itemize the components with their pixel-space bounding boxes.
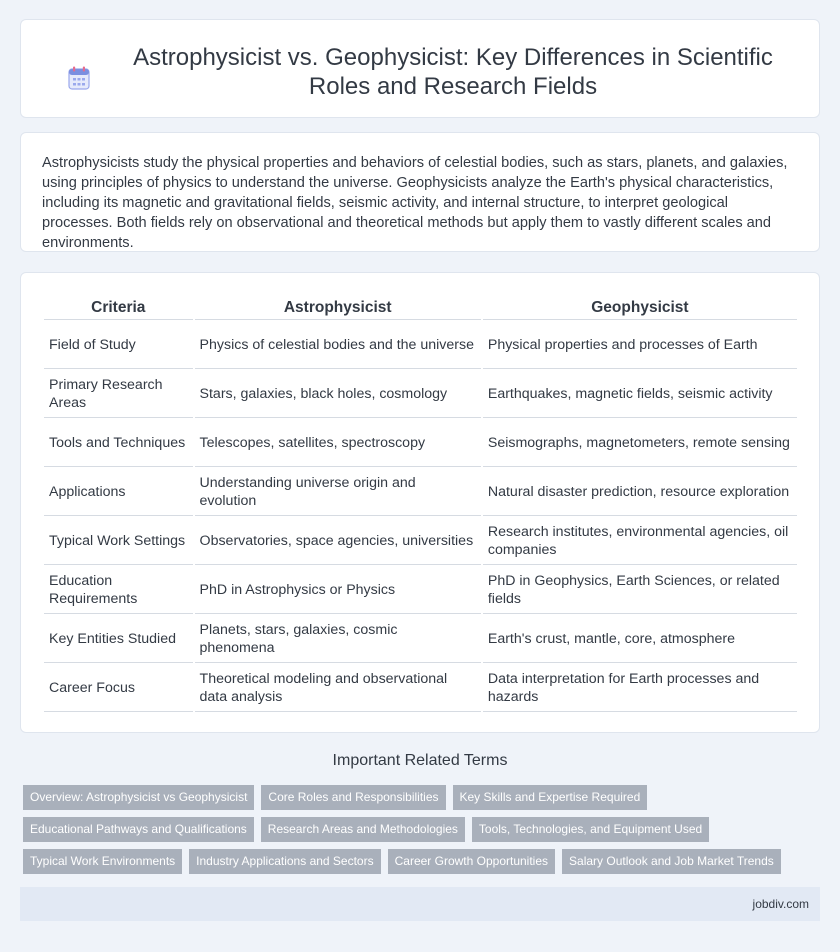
geophysicist-cell: Research institutes, environmental agencies, oil companies [483, 518, 797, 565]
related-term-tag[interactable]: Salary Outlook and Job Market Trends [562, 849, 781, 874]
geophysicist-cell: PhD in Geophysics, Earth Sciences, or related fields [483, 567, 797, 614]
table-row [44, 616, 797, 663]
criteria-cell: Typical Work Settings [44, 518, 193, 565]
criteria-cell: Education Requirements [44, 567, 193, 614]
related-term-tag[interactable]: Tools, Technologies, and Equipment Used [472, 817, 709, 842]
related-term-tag[interactable]: Industry Applications and Sectors [189, 849, 380, 874]
related-term-tag[interactable]: Core Roles and Responsibilities [261, 785, 445, 810]
comparison-card [20, 272, 820, 733]
astrophysicist-cell: Theoretical modeling and observational data analysis [195, 665, 481, 712]
criteria-cell: Key Entities Studied [44, 616, 193, 663]
criteria-cell: Career Focus [44, 665, 193, 712]
astrophysicist-cell: Understanding universe origin and evolution [195, 469, 481, 516]
criteria-cell: Field of Study [44, 322, 193, 369]
criteria-cell: Tools and Techniques [44, 420, 193, 467]
intro-card [20, 132, 820, 252]
title-card [20, 19, 820, 118]
footer [20, 887, 820, 921]
related-term-tag[interactable]: Key Skills and Expertise Required [453, 785, 648, 810]
calendar-icon [68, 66, 90, 90]
geophysicist-cell: Seismographs, magnetometers, remote sensing [483, 420, 797, 467]
table-row [44, 371, 797, 418]
table-row [44, 567, 797, 614]
related-term-tag[interactable]: Career Growth Opportunities [388, 849, 555, 874]
page-title: Astrophysicist vs. Geophysicist: Key Differences in Scientific Roles and Research Fields [133, 44, 773, 100]
astrophysicist-cell: Planets, stars, galaxies, cosmic phenomena [195, 616, 481, 663]
footer-site-link[interactable]: jobdiv.com [752, 897, 809, 911]
comparison-table [42, 293, 799, 714]
table-row [44, 518, 797, 565]
geophysicist-cell: Earth's crust, mantle, core, atmosphere [483, 616, 797, 663]
related-term-tag[interactable]: Typical Work Environments [23, 849, 182, 874]
table-row [44, 420, 797, 467]
tag-row [23, 849, 823, 874]
table-row [44, 469, 797, 516]
table-row [44, 665, 797, 712]
related-term-tag[interactable]: Educational Pathways and Qualifications [23, 817, 254, 842]
astrophysicist-cell: Telescopes, satellites, spectroscopy [195, 420, 481, 467]
header-astrophysicist: Astrophysicist [195, 295, 481, 320]
related-terms-list [23, 785, 823, 881]
related-term-tag[interactable]: Research Areas and Methodologies [261, 817, 465, 842]
table-header-row [44, 295, 797, 320]
criteria-cell: Applications [44, 469, 193, 516]
table-row [44, 322, 797, 369]
geophysicist-cell: Data interpretation for Earth processes and hazards [483, 665, 797, 712]
header-criteria: Criteria [44, 295, 193, 320]
geophysicist-cell: Earthquakes, magnetic fields, seismic activity [483, 371, 797, 418]
tag-row [23, 785, 823, 810]
geophysicist-cell: Natural disaster prediction, resource exploration [483, 469, 797, 516]
intro-paragraph: Astrophysicists study the physical properties and behaviors of celestial bodies, such as stars, planets, and galaxies, using principles of physics to understand the universe. Geophysicists analyze the Earth's physical characteristics, including its magnetic and gravitational fields, seismic activity, and internal structure, to interpret geological processes. Both fields rely on observational and theoretical methods but apply them to vastly different scales and environments. [42, 155, 788, 251]
tag-row [23, 817, 823, 842]
geophysicist-cell: Physical properties and processes of Earth [483, 322, 797, 369]
criteria-cell: Primary Research Areas [44, 371, 193, 418]
related-terms-heading: Important Related Terms [332, 752, 508, 769]
astrophysicist-cell: Stars, galaxies, black holes, cosmology [195, 371, 481, 418]
astrophysicist-cell: PhD in Astrophysics or Physics [195, 567, 481, 614]
astrophysicist-cell: Physics of celestial bodies and the universe [195, 322, 481, 369]
related-term-tag[interactable]: Overview: Astrophysicist vs Geophysicist [23, 785, 254, 810]
astrophysicist-cell: Observatories, space agencies, universities [195, 518, 481, 565]
header-geophysicist: Geophysicist [483, 295, 797, 320]
